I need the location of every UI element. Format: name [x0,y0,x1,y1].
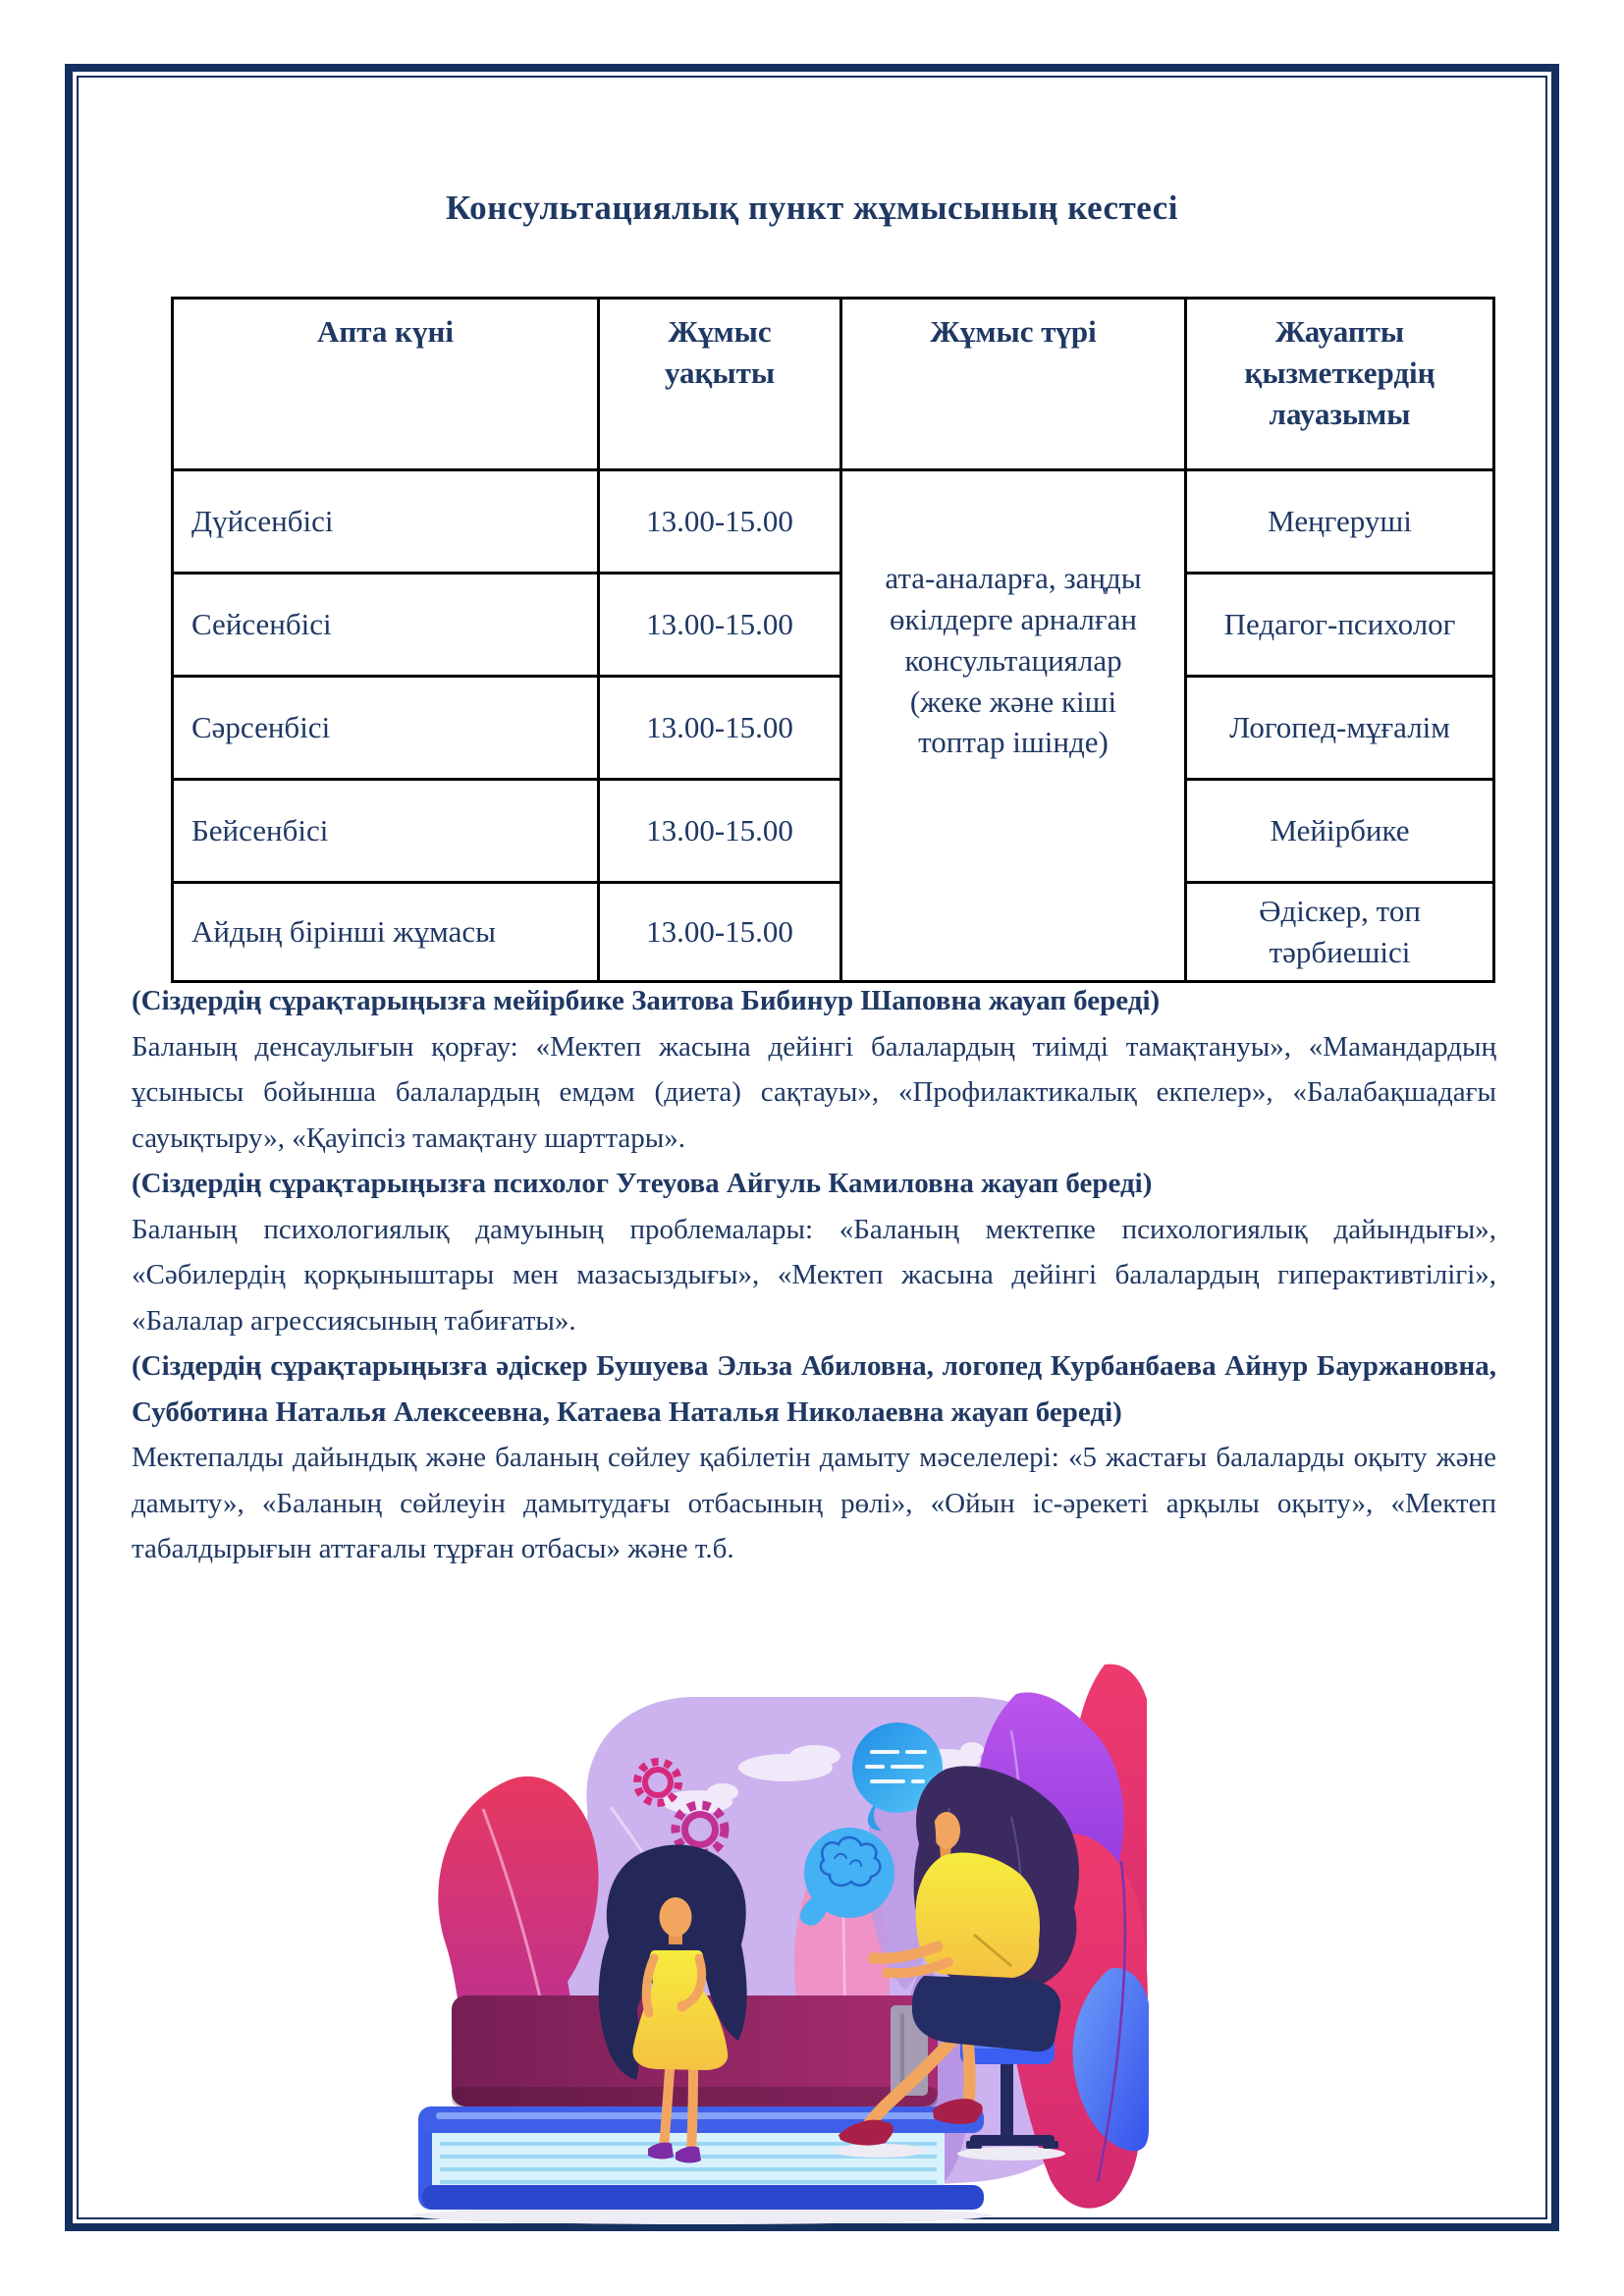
schedule-table [171,297,1495,983]
col-header-position: Жауапты қызметкердің лауазымы [1186,299,1494,470]
cell-day: Бейсенбісі [173,780,599,883]
cell-time: 13.00-15.00 [599,780,841,883]
cell-day: Сәрсенбісі [173,677,599,780]
table-row [173,677,1494,780]
page-title: Консультациялық пункт жұмысының кестесі [445,189,1179,227]
table-row [173,574,1494,677]
table-header-row [173,299,1494,470]
cell-position: Логопед-мұғалім [1186,677,1494,780]
consultation-illustration [324,1640,1149,2229]
table-row [173,883,1494,982]
paragraph-bold-methodist: (Сіздердің сұрақтарыңызға әдіскер Бушуева Эльза Абиловна, логопед Курбанбаева Айнур Бауржановна, Субботина Наталья Алексеевна, Катаева Наталья Николаевна жауап береді) [132,1350,1496,1428]
cell-day: Сейсенбісі [173,574,599,677]
table-row [173,470,1494,574]
col-header-worktype: Жұмыс түрі [841,299,1186,470]
cell-time: 13.00-15.00 [599,883,841,982]
cell-position: Әдіскер, топ тәрбиешісі [1186,883,1494,982]
cell-time: 13.00-15.00 [599,470,841,574]
paragraph-psychologist: Баланың психологиялық дамуының проблемалары: «Баланың мектепке психологиялық дайындығы», «Сәбилердің қорқыныштары мен мазасыздығы», «Мектеп жасына дейінгі балалардың гиперактивтілігі», «Балалар агрессиясының табиғаты». [132,1213,1496,1337]
cell-day: Айдың бірінші жұмасы [173,883,599,982]
paragraph-methodist: Мектепалды дайындық және баланың сөйлеу қабілетін дамыту мәселелері: «5 жастағы балаларды оқыту және дамыту», «Баланың сөйлеуін дамытудағы отбасының рөлі», «Ойын іс-әрекеті арқылы оқыту», «Мектеп табалдырығын аттағалы тұрған отбасы» және т.б. [132,1442,1496,1564]
cell-position: Педагог-психолог [1186,574,1494,677]
cell-time: 13.00-15.00 [599,574,841,677]
table-row [173,780,1494,883]
col-header-day: Апта күні [173,299,599,470]
paragraph-bold-psychologist: (Сіздердің сұрақтарыңызға психолог Утеуова Айгуль Камиловна жауап береді) [132,1168,1153,1199]
cell-time: 13.00-15.00 [599,677,841,780]
cell-worktype-merged: ата-аналарға, заңды өкілдерге арналған консультациялар (жеке және кіші топтар ішінде) [841,470,1186,982]
paragraph-nurse: Баланың денсаулығын қорғау: «Мектеп жасына дейінгі балалардың тиімді тамақтануы», «Мамандардың ұсынысы бойынша балалардың емдәм (диета) сақтауы», «Профилактикалық екпелер», «Балабақшадағы сауықтыру», «Қауіпсіз тамақтану шарттары». [132,1030,1496,1154]
cell-position: Меңгеруші [1186,470,1494,574]
col-header-time: Жұмыс уақыты [599,299,841,470]
body-text [132,978,1496,1572]
paragraph-bold-nurse: (Сіздердің сұрақтарыңызға мейірбике Заитова Бибинур Шаповна жауап береді) [132,985,1161,1016]
cell-day: Дүйсенбісі [173,470,599,574]
cell-position: Мейірбике [1186,780,1494,883]
